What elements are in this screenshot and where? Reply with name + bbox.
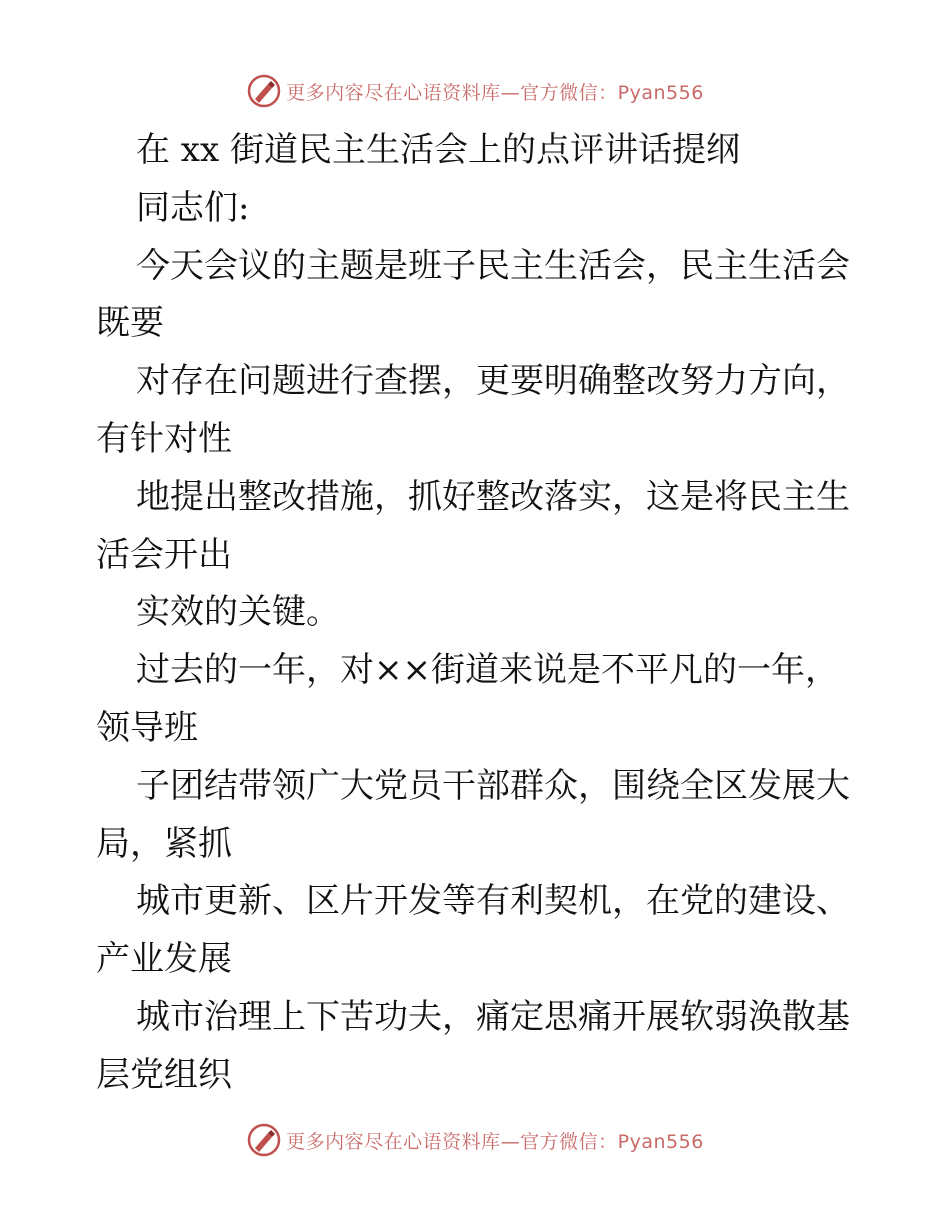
text-line: 子团结带领广大党员干部群众，围绕全区发展大 <box>136 765 850 806</box>
pen-logo-icon <box>246 73 282 109</box>
text-line: 城市更新、区片开发等有利契机，在党的建设、 <box>136 881 850 922</box>
text-line: 对存在问题进行查摆，更要明确整改努力方向， <box>136 361 850 402</box>
pen-logo-icon <box>246 1122 282 1158</box>
watermark-text: 更多内容尽在心语资料库—官方微信：Pyan556 <box>286 81 704 104</box>
document-title: 在 xx 街道民主生活会上的点评讲话提纲 <box>136 130 740 170</box>
text-line: 实效的关键。 <box>136 592 340 633</box>
text-line: 产业发展 <box>96 939 232 980</box>
text-line: 有针对性 <box>96 418 232 459</box>
header-watermark <box>0 71 950 111</box>
watermark-text: 更多内容尽在心语资料库—官方微信：Pyan556 <box>286 1130 704 1153</box>
text-line: 过去的一年，对××街道来说是不平凡的一年， <box>136 650 839 691</box>
text-line: 城市治理上下苦功夫，痛定思痛开展软弱涣散基 <box>136 996 850 1037</box>
document-body <box>96 122 856 1105</box>
footer-watermark <box>0 1120 950 1160</box>
text-line: 活会开出 <box>96 534 232 575</box>
text-line: 同志们: <box>136 187 250 228</box>
text-line: 局，紧抓 <box>96 823 232 864</box>
text-line: 层党组织 <box>96 1054 232 1095</box>
text-line: 今天会议的主题是班子民主生活会，民主生活会 <box>136 245 850 286</box>
text-line: 地提出整改措施，抓好整改落实，这是将民主生 <box>136 476 850 517</box>
text-line: 领导班 <box>96 707 198 748</box>
text-line: 既要 <box>96 303 164 344</box>
